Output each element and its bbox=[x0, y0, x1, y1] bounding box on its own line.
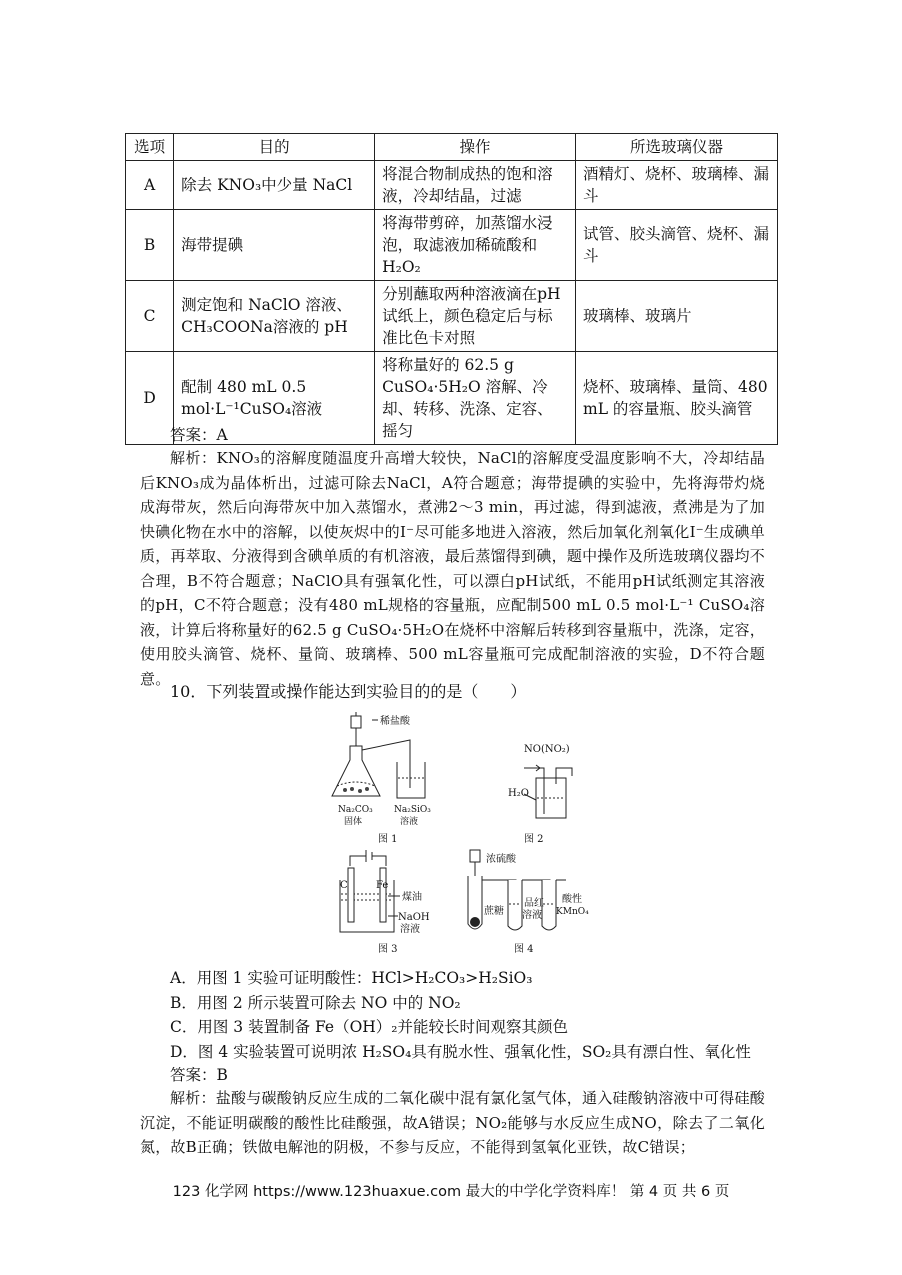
label-kmno4: KMnO₄ bbox=[556, 907, 589, 917]
funnel-bulb bbox=[351, 716, 361, 728]
option-letter: A bbox=[126, 161, 174, 210]
label-naoh: NaOH bbox=[398, 912, 430, 923]
option-letter: B bbox=[126, 210, 174, 281]
label-magenta: 品红 bbox=[524, 898, 544, 909]
battery bbox=[366, 850, 372, 862]
goal-cell: 测定饱和 NaClO 溶液、CH₃COONa溶液的 pH bbox=[174, 281, 375, 352]
operation-cell: 将称量好的 62.5 g CuSO₄·5H₂O 溶解、冷却、转移、洗涤、定容、摇匀 bbox=[375, 352, 576, 445]
header-operation: 操作 bbox=[375, 134, 576, 161]
choice-c: C．用图 3 装置制备 Fe（OH）₂并能较长时间观察其颜色 bbox=[170, 1018, 569, 1036]
glassware-cell: 玻璃棒、玻璃片 bbox=[576, 281, 778, 352]
funnel-bulb bbox=[470, 850, 480, 862]
label-naoh-solution: 溶液 bbox=[400, 924, 420, 935]
choice-b: B．用图 2 所示装置可除去 NO 中的 NO₂ bbox=[170, 994, 461, 1012]
goal-cell: 配制 480 mL 0.5 mol·L⁻¹CuSO₄溶液 bbox=[174, 352, 375, 445]
power-wire bbox=[350, 856, 386, 866]
label-solution: 溶液 bbox=[400, 817, 419, 827]
beaker bbox=[397, 762, 425, 798]
choice-a: A．用图 1 实验可证明酸性：HCl>H₂CO₃>H₂SiO₃ bbox=[170, 969, 533, 987]
goal-cell: 海带提碘 bbox=[174, 210, 375, 281]
label-dilute-hcl: 稀盐酸 bbox=[380, 716, 410, 727]
operation-cell: 将海带剪碎，加蒸馏水浸泡，取滤液加稀硫酸和 H₂O₂ bbox=[375, 210, 576, 281]
label-kerosene: 煤油 bbox=[402, 892, 422, 903]
label-sucrose: 蔗糖 bbox=[484, 906, 504, 917]
sugar-sample bbox=[470, 917, 480, 927]
label-water: H₂O bbox=[508, 788, 529, 799]
glassware-cell: 酒精灯、烧杯、玻璃棒、漏斗 bbox=[576, 161, 778, 210]
header-glassware: 所选玻璃仪器 bbox=[576, 134, 778, 161]
label-gas: NO(NO₂) bbox=[524, 744, 570, 755]
caption-fig3: 图 3 bbox=[378, 944, 398, 955]
carbon-electrode bbox=[348, 868, 354, 922]
figure-3 bbox=[340, 850, 430, 955]
analysis-paragraph: 解析：KNO₃的溶解度随温度升高增大较快，NaCl的溶解度受温度影响不大，冷却结晶后KNO₃成为晶体析出，过滤可除去NaCl，A符合题意；海带提碘的实验中，先将海带灼烧成海带灰，然后向海带灰中加入蒸馏水，煮沸2～3 min，再过滤，得到滤液，煮沸是为了加快碘化物在水中的溶解，以使灰烬中的I⁻尽可能多地进入溶液，然后加氧化剂氧化I⁻生成碘单质，再萃取、分液得到含碘单质的有机溶液，最后蒸馏得到碘，题中操作及所选玻璃仪器均不合理，B不符合题意；NaClO具有强氧化性，可以漂白pH试纸，不能用pH试纸测定其溶液的pH，C不符合题意；没有480 mL规格的容量瓶，应配制500 mL 0.5 mol·L⁻¹ CuSO₄溶液，计算后将称量好的62.5 g CuSO₄·5H₂O在烧杯中溶解后转移到容量瓶中，洗涤，定容，使用胶头滴管、烧杯、量筒、玻璃棒、500 mL容量瓶可完成配制溶液的实验，D不符合题意。 bbox=[140, 449, 765, 688]
answer-label: 答案：B bbox=[170, 1066, 228, 1084]
question-10: 10．下列装置或操作能达到实验目的的是（ ） bbox=[170, 682, 527, 701]
caption-fig4: 图 4 bbox=[514, 944, 534, 955]
option-letter: C bbox=[126, 281, 174, 352]
label-conc-h2so4: 浓硫酸 bbox=[486, 854, 516, 865]
goal-cell: 除去 KNO₃中少量 NaCl bbox=[174, 161, 375, 210]
label-na2sio3: Na₂SiO₃ bbox=[394, 805, 431, 815]
analysis-paragraph: 解析：盐酸与碳酸钠反应生成的二氧化碳中混有氯化氢气体，通入硅酸钠溶液中可得硅酸沉淀，不能证明碳酸的酸性比硅酸强，故A错误；NO₂能够与水反应生成NO，除去了二氧化氮，故B正确；铁做电解池的阴极，不参与反应，不能得到氢氧化亚铁，故C错误； bbox=[140, 1089, 765, 1156]
header-option: 选项 bbox=[126, 134, 174, 161]
header-goal: 目的 bbox=[174, 134, 375, 161]
label-acidic: 酸性 bbox=[562, 894, 582, 905]
figure-1 bbox=[332, 712, 431, 845]
iron-electrode bbox=[380, 868, 386, 922]
label-solid: 固体 bbox=[344, 817, 363, 827]
label-fe: Fe bbox=[376, 880, 389, 891]
operation-cell: 分别蘸取两种溶液滴在pH试纸上，颜色稳定后与标准比色卡对照 bbox=[375, 281, 576, 352]
page-footer: 123 化学网 https://www.123huaxue.com 最大的中学化学资料库！ 第 4 页 共 6 页 bbox=[172, 1184, 730, 1200]
operation-cell: 将混合物制成热的饱和溶液，冷却结晶，过滤 bbox=[375, 161, 576, 210]
figure-4 bbox=[468, 850, 589, 955]
label-na2co3: Na₂CO₃ bbox=[338, 805, 373, 815]
option-letter: D bbox=[126, 352, 174, 445]
glassware-cell: 烧杯、玻璃棒、量筒、480 mL 的容量瓶、胶头滴管 bbox=[576, 352, 778, 445]
flask bbox=[332, 746, 380, 796]
label-magenta-solution: 溶液 bbox=[522, 910, 542, 921]
caption-fig1: 图 1 bbox=[378, 834, 398, 845]
choice-d: D．图 4 实验装置可说明浓 H₂SO₄具有脱水性、强氧化性，SO₂具有漂白性、氧化性 bbox=[170, 1043, 751, 1061]
label-c: C bbox=[340, 880, 348, 891]
answer-label: 答案：A bbox=[170, 426, 228, 444]
figure-2 bbox=[508, 744, 572, 845]
caption-fig2: 图 2 bbox=[524, 834, 544, 845]
glassware-cell: 试管、胶头滴管、烧杯、漏斗 bbox=[576, 210, 778, 281]
